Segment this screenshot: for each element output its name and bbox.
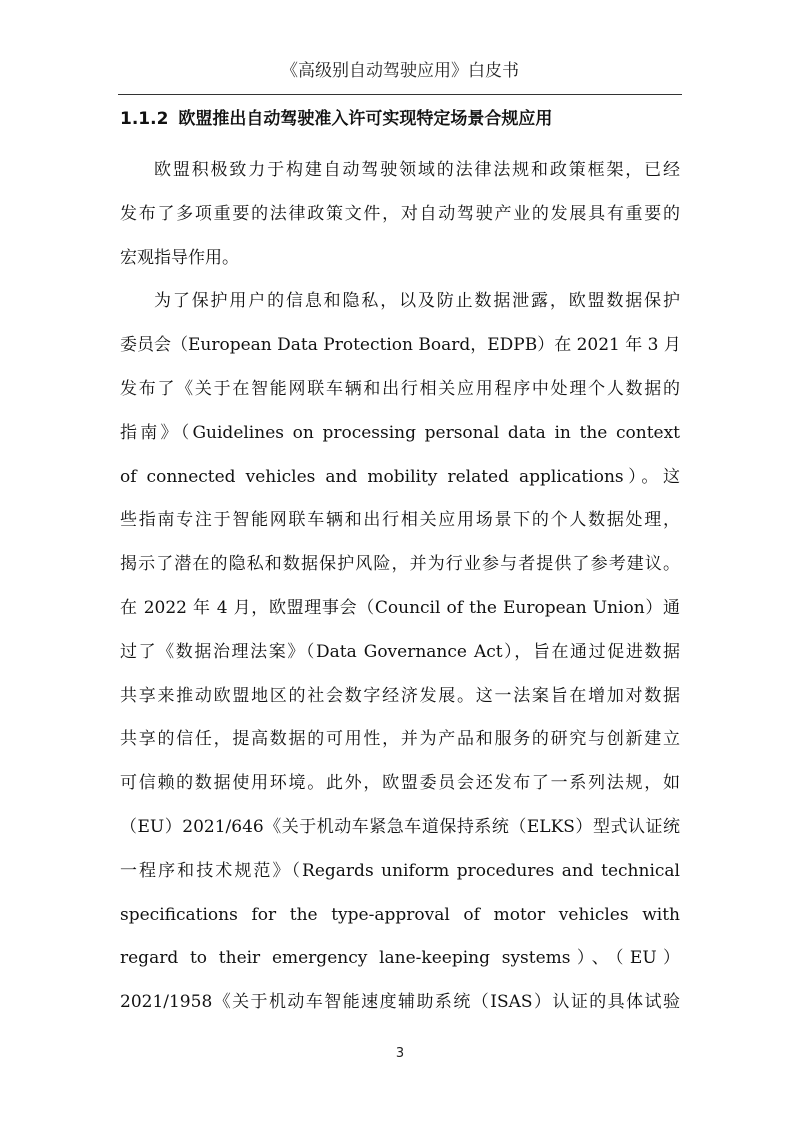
text-line: 发布了《关于在智能网联车辆和出行相关应用程序中处理个人数据的 [120, 378, 680, 399]
body-text [120, 156, 680, 1032]
text-line: 共享来推动欧盟地区的社会数字经济发展。这一法案旨在增加对数据 [120, 685, 680, 706]
page-number: 3 [395, 1046, 405, 1061]
text-line: 可信赖的数据使用环境。此外，欧盟委员会还发布了一系列法规，如 [120, 773, 680, 794]
text-line: 在 2022 年 4 月，欧盟理事会（Council of the European Union）通 [120, 597, 680, 618]
section-title: 欧盟推出自动驾驶准入许可实现特定场景合规应用 [178, 109, 553, 129]
text-line: 发布了多项重要的法律政策文件，对自动驾驶产业的发展具有重要的 [120, 203, 680, 224]
header-divider [118, 94, 682, 95]
text-line: 为了保护用户的信息和隐私，以及防止数据泄露，欧盟数据保护 [154, 291, 680, 312]
section-number: 1.1.2 [120, 109, 169, 129]
text-line: 共享的信任，提高数据的可用性，并为产品和服务的研究与创新建立 [120, 729, 680, 750]
section-heading [120, 106, 680, 132]
text-line: of connected vehicles and mobility related applications）。这 [120, 466, 680, 487]
paragraph [120, 287, 680, 1032]
page-header-title: 《高级别自动驾驶应用》白皮书 [281, 61, 519, 81]
text-line: 过了《数据治理法案》（Data Governance Act），旨在通过促进数据 [120, 641, 680, 662]
text-line: 指南》（Guidelines on processing personal data in the context [120, 422, 680, 443]
text-line: 2021/1958《关于机动车智能速度辅助系统（ISAS）认证的具体试验 [120, 992, 680, 1013]
text-line: 揭示了潜在的隐私和数据保护风险，并为行业参与者提供了参考建议。 [120, 554, 680, 575]
text-line: regard to their emergency lane-keeping systems）、（EU） [120, 948, 680, 969]
text-line: 委员会（European Data Protection Board，EDPB）在 2021 年 3 月 [120, 335, 681, 356]
text-line: 些指南专注于智能网联车辆和出行相关应用场景下的个人数据处理， [120, 510, 680, 531]
paragraph [120, 156, 680, 287]
text-line: specifications for the type-approval of motor vehicles with [120, 904, 680, 925]
text-line: 宏观指导作用。 [120, 247, 239, 268]
text-line: 一程序和技术规范》（Regards uniform procedures and technical [120, 860, 680, 881]
text-line: （EU）2021/646《关于机动车紧急车道保持系统（ELKS）型式认证统 [120, 816, 680, 837]
text-line: 欧盟积极致力于构建自动驾驶领域的法律法规和政策框架，已经 [154, 160, 680, 180]
